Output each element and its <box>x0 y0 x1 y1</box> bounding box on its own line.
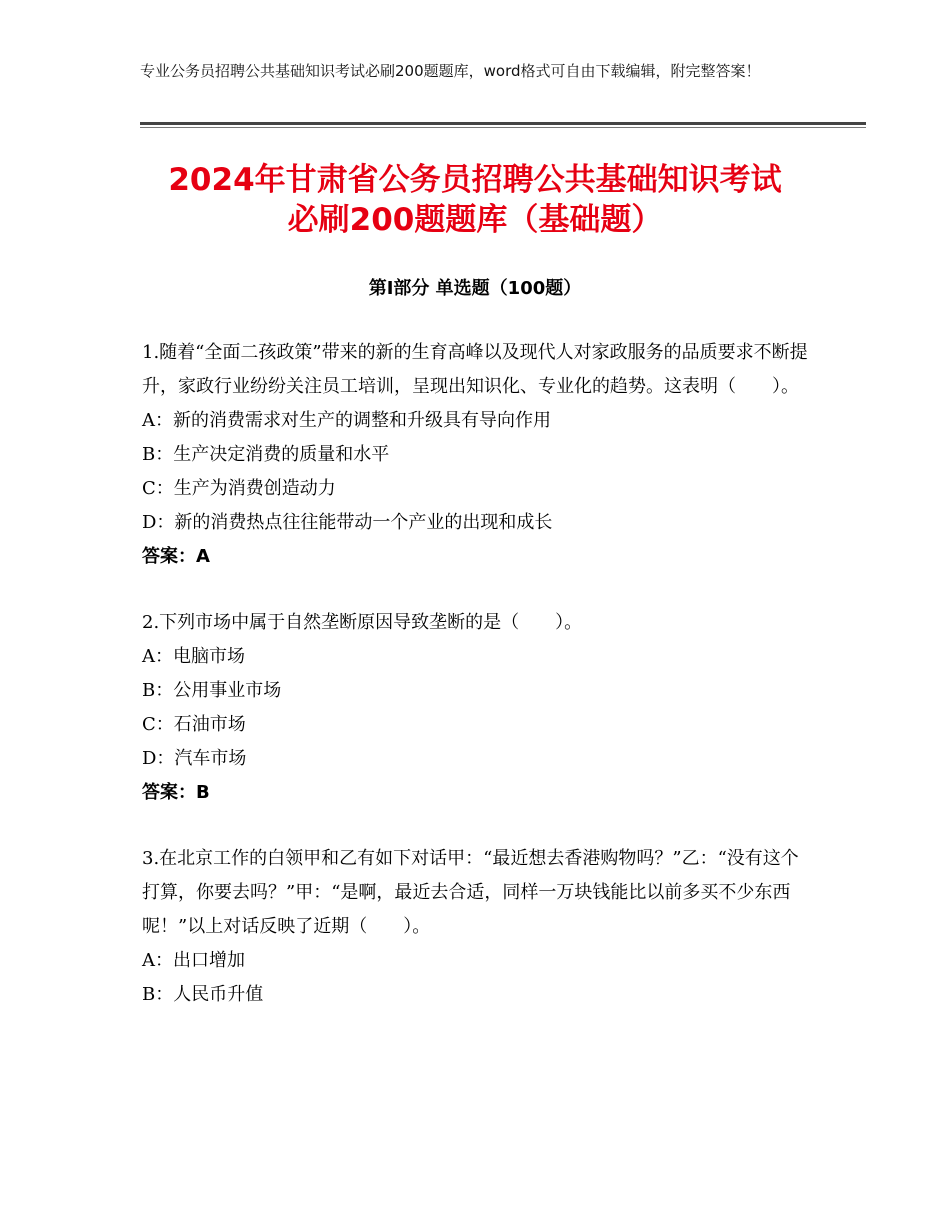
question-item <box>142 336 810 574</box>
question-item <box>142 606 810 810</box>
question-option: B：生产决定消费的质量和水平 <box>142 444 390 465</box>
section-heading: 第Ⅰ部分 单选题（100题） <box>368 278 582 299</box>
question-option: C：生产为消费创造动力 <box>142 478 336 499</box>
question-option: A：电脑市场 <box>142 646 245 667</box>
question-answer: 答案：A <box>142 546 210 567</box>
question-spacer <box>142 574 810 606</box>
document-title <box>100 160 850 240</box>
question-stem: 1.随着“全面二孩政策”带来的新的生育高峰以及现代人对家政服务的品质要求不断提升，家政行业纷纷关注员工培训，呈现出知识化、专业化的趋势。这表明（ ）。 <box>142 342 808 397</box>
header-rule-thin <box>140 127 866 128</box>
question-stem: 2.下列市场中属于自然垄断原因导致垄断的是（ ）。 <box>142 612 583 633</box>
question-item <box>142 842 810 1012</box>
header-note: 专业公务员招聘公共基础知识考试必刷200题题库，word格式可自由下载编辑，附完整答案！ <box>140 62 761 80</box>
question-list <box>142 336 810 1012</box>
question-stem: 3.在北京工作的白领甲和乙有如下对话甲：“最近想去香港购物吗？”乙：“没有这个打算，你要去吗？”甲：“是啊，最近去合适，同样一万块钱能比以前多买不少东西呢！”以上对话反映了近期（ ）。 <box>142 848 799 937</box>
question-option: A：出口增加 <box>142 950 245 971</box>
question-answer: 答案：B <box>142 782 210 803</box>
question-option: D：汽车市场 <box>142 748 247 769</box>
question-option: C：石油市场 <box>142 714 246 735</box>
question-option: D：新的消费热点往往能带动一个产业的出现和成长 <box>142 512 553 533</box>
title-line-1: 2024年甘肃省公务员招聘公共基础知识考试 <box>168 162 782 198</box>
title-line-2: 必刷200题题库（基础题） <box>287 202 663 238</box>
question-option: A：新的消费需求对生产的调整和升级具有导向作用 <box>142 410 551 431</box>
question-option: B：人民币升值 <box>142 984 264 1005</box>
question-spacer <box>142 810 810 842</box>
question-option: B：公用事业市场 <box>142 680 282 701</box>
header-rule-thick <box>140 122 866 125</box>
